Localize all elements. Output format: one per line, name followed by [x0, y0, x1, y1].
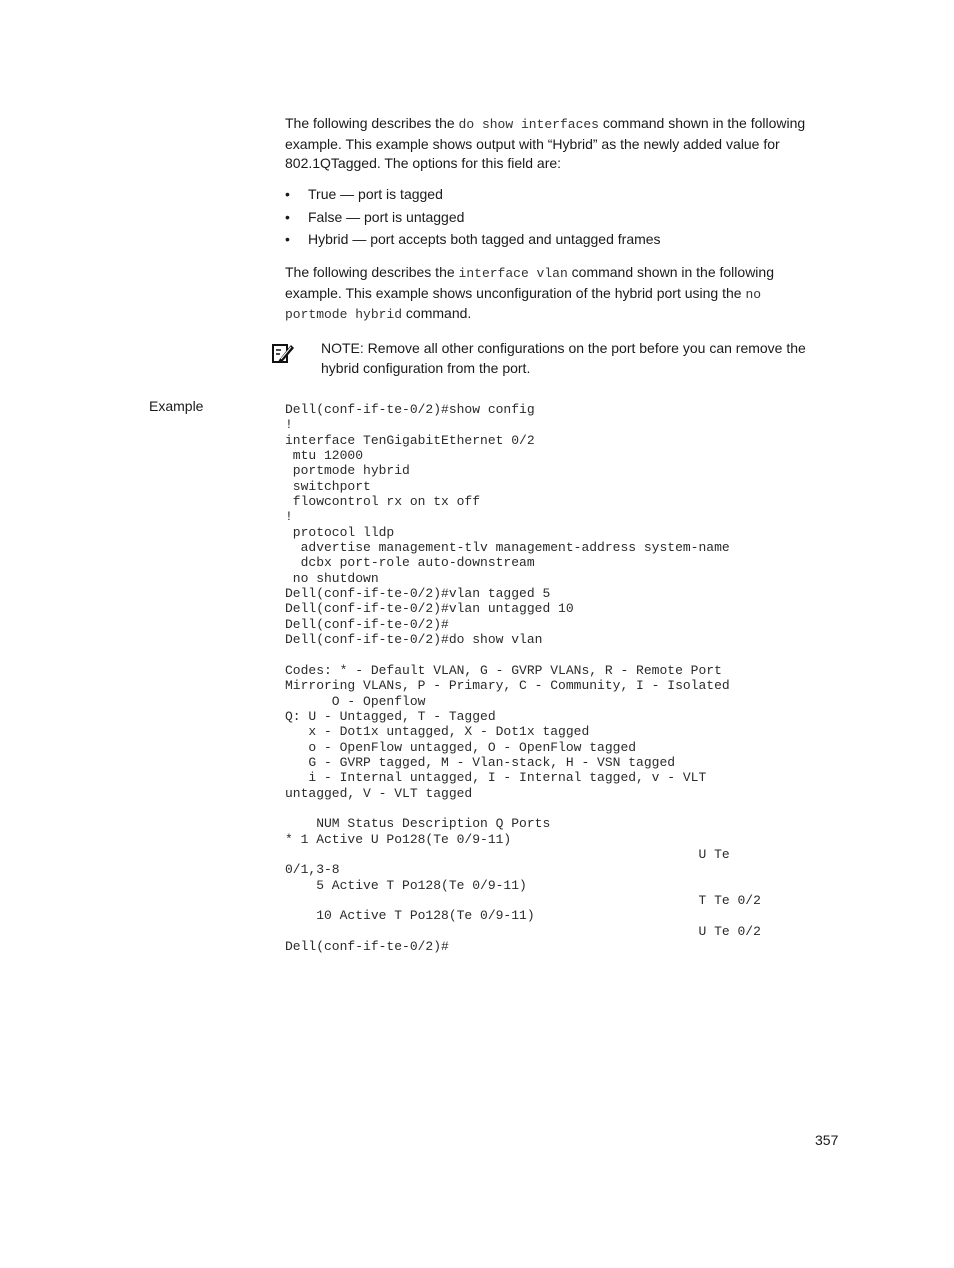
unconfig-paragraph — [285, 263, 825, 325]
unconfig-text-middle: command shown in the following example. This example shows unconfiguration of the hybrid port using the — [285, 264, 774, 301]
list-item — [285, 208, 661, 231]
page-number: 357 — [815, 1132, 839, 1148]
note-text: Remove all other configurations on the port before you can remove the hybrid configuration from the port. — [321, 340, 806, 376]
note-box — [321, 339, 826, 378]
list-item-text: True — port is tagged — [308, 186, 443, 202]
unconfig-text-end: command. — [402, 305, 472, 321]
intro-text-start: The following describes the — [285, 115, 459, 131]
list-item-text: False — port is untagged — [308, 208, 465, 225]
list-item-text: Hybrid — port accepts both tagged and untagged frames — [308, 231, 661, 247]
bullet-icon: • — [285, 231, 290, 247]
unconfig-text-start: The following describes the — [285, 264, 459, 280]
intro-text-end: command shown in the following example. This example shows output with “Hybrid” as the newly added value for 802.1QTagged. The options for this field are: — [285, 115, 806, 171]
bullet-icon: • — [285, 208, 290, 225]
list-item — [285, 230, 661, 253]
intro-paragraph — [285, 114, 825, 174]
inline-command: no portmode hybrid — [285, 286, 762, 322]
inline-command: interface vlan — [458, 266, 568, 281]
inline-command: do show interfaces — [458, 117, 599, 132]
options-list — [285, 185, 661, 253]
bullet-icon: • — [285, 186, 290, 202]
example-label: Example — [149, 398, 204, 414]
list-item — [285, 185, 661, 208]
note-label: NOTE: — [321, 340, 364, 356]
code-example: Dell(conf-if-te-0/2)#show config ! interface TenGigabitEthernet 0/2 mtu 12000 portmode hybrid switchport flowcontrol rx on tx off ! protocol lldp advertise management-tlv management-address system-name dcbx port-role auto-downstream no shutdown Dell(conf-if-te-0/2)#vlan tagged 5 Dell(conf-if-te-0/2)#vlan untagged 10 Dell(conf-if-te-0/2)# Dell(conf-if-te-0/2)#do show vlan Codes: * - Default VLAN, G - GVRP VLANs, R - Remote Port Mirroring VLANs, P - Primary, C - Community, I - Isolated O - Openflow Q: U - Untagged, T - Tagged x - Dot1x untagged, X - Dot1x tagged o - OpenFlow untagged, O - OpenFlow tagged G - GVRP tagged, M - Vlan-stack, H - VSN tagged i - Internal untagged, I - Internal tagged, v - VLT untagged, V - VLT tagged NUM Status Description Q Ports * 1 Active U Po128(Te 0/9-11) U Te 0/1,3-8 5 Active T Po128(Te 0/9-11) T Te 0/2 10 Active T Po128(Te 0/9-11) U Te 0/2 Dell(conf-if-te-0/2)# — [285, 402, 761, 955]
pencil-note-icon — [270, 340, 296, 366]
